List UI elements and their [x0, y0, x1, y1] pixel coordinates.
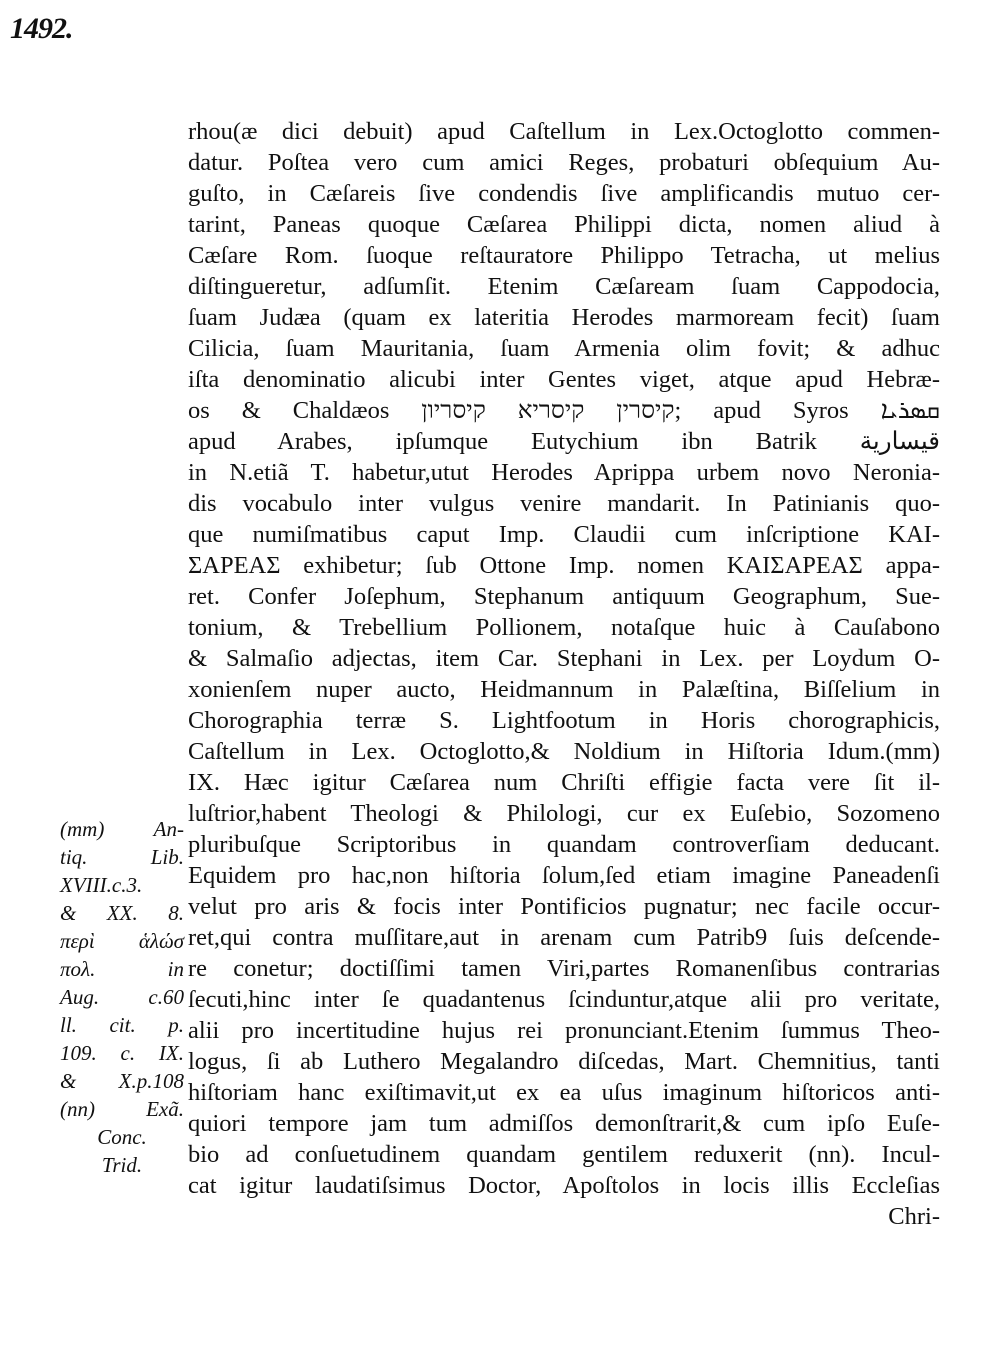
body-line: tarint, Paneas quoque Cæſarea Philippi dicta, nomen aliud à — [188, 211, 940, 238]
body-line: ſecuti,hinc inter ſe quadantenus ſcinduntur,atque alii pro veritate, — [188, 986, 940, 1013]
body-line: ſuam Judæa (quam ex lateritia Herodes marmoream fecit) ſuam — [188, 304, 940, 331]
margin-note-line: Conc. — [97, 1125, 147, 1149]
margin-note-line: Aug. c.60 — [60, 985, 184, 1009]
body-line: tonium, & Trebellium Pollionem, notaſque huic à Cauſabono — [188, 614, 940, 641]
body-line: guſto, in Cæſareis ſive condendis ſive amplificandis mutuo cer- — [188, 180, 940, 207]
body-line: os & Chaldæos קיסרין קיסריא קיסריון; apud Syros ܩܣܪܝܐ — [188, 397, 940, 424]
body-line: cat igitur laudatiſsimus Doctor, Apoſtolos in locis illis Eccleſias — [188, 1172, 940, 1199]
margin-note-line: (nn) Exã. — [60, 1097, 184, 1121]
body-line: Cilicia, ſuam Mauritania, ſuam Armenia olim fovit; & adhuc — [188, 335, 940, 362]
body-line: bio ad conſuetudinem quandam gentilem reduxerit (nn). Incul- — [188, 1141, 940, 1168]
margin-note-line: πολ. in — [60, 957, 184, 981]
body-line: hiſtoriam hanc exiſtimavit,ut ex ea uſus imaginum hiſtoricos anti- — [188, 1079, 940, 1106]
body-line: Caſtellum in Lex. Octoglotto,& Noldium in Hiſtoria Idum.(mm) — [188, 738, 940, 765]
body-line: luſtrior,habent Theologi & Philologi, cur ex Euſebio, Sozomeno — [188, 800, 940, 827]
body-line: Equidem pro hac,non hiſtoria ſolum,ſed etiam imagine Paneadenſi — [188, 862, 940, 889]
body-line: logus, ſi ab Luthero Megalandro diſcedas, Mart. Chemnitius, tanti — [188, 1048, 940, 1075]
body-line: IX. Hæc igitur Cæſarea num Chriſti effigie facta vere ſit il- — [188, 769, 940, 796]
body-line: apud Arabes, ipſumque Eutychium ibn Batrik قيسارية — [188, 428, 940, 455]
body-line: alii pro incertitudine hujus rei pronunciant.Etenim ſummus Theo- — [188, 1017, 940, 1044]
body-line: pluribuſque Scriptoribus in quandam controverſiam deducant. — [188, 831, 940, 858]
body-line: velut pro aris & focis inter Pontificios pugnatur; nec facile occur- — [188, 893, 940, 920]
margin-note-line: tiq. Lib. — [60, 845, 184, 869]
margin-note-line: περὶ ἁλώσ — [60, 929, 184, 953]
body-line: diſtingueretur, adſumſit. Etenim Cæſaream ſuam Cappodocia, — [188, 273, 940, 300]
body-line: que numiſmatibus caput Imp. Claudii cum inſcriptione ΚΑΙ- — [188, 521, 940, 548]
body-line: rhou(æ dici debuit) apud Caſtellum in Lex.Octoglotto commen- — [188, 118, 940, 145]
margin-note-line: (mm) An- — [60, 817, 184, 841]
body-line: dis vocabulo inter vulgus venire mandarit. In Patinianis quo- — [188, 490, 940, 517]
body-line: Chri- — [888, 1203, 940, 1230]
margin-note-line: ll. cit. p. — [60, 1013, 184, 1037]
body-line: Chorographia terræ S. Lightfootum in Horis chorographicis, — [188, 707, 940, 734]
body-line: ret,qui contra muſſitare,aut in arenam cum Patrib9 ſuis deſcende- — [188, 924, 940, 951]
body-line: xonienſem nuper aucto, Heidmannum in Palæſtina, Biſſelium in — [188, 676, 940, 703]
margin-note-line: Trid. — [101, 1153, 143, 1177]
margin-note-line: & XX. 8. — [60, 901, 184, 925]
body-line: Cæſare Rom. ſuoque reſtauratore Philippo Tetracha, ut melius — [188, 242, 940, 269]
body-line: quiori tempore jam tum admiſſos demonſtrarit,& cum ipſo Euſe- — [188, 1110, 940, 1137]
margin-note-line: & X.p.108 — [60, 1069, 184, 1093]
body-line: re conetur; doctiſſimi tamen Viri,partes Romanenſibus contrarias — [188, 955, 940, 982]
body-line: iſta denominatio alicubi inter Gentes viget, atque apud Hebræ- — [188, 366, 940, 393]
body-line: in N.etiã T. habetur,utut Herodes Aprippa urbem novo Neronia- — [188, 459, 940, 486]
body-line: ret. Confer Joſephum, Stephanum antiquum Geographum, Sue- — [188, 583, 940, 610]
body-line: ΣΑΡΕΑΣ exhibetur; ſub Ottone Imp. nomen ΚΑΙΣΑΡΕΑΣ appa- — [188, 552, 940, 579]
margin-note-line: XVIII.c.3. — [60, 873, 143, 897]
body-line: & Salmaſio adjectas, item Car. Stephani in Lex. per Loydum O- — [188, 645, 940, 672]
body-line: datur. Poſtea vero cum amici Reges, probaturi obſequium Au- — [188, 149, 940, 176]
margin-note-line: 109. c. IX. — [60, 1041, 184, 1065]
page-number: 1492. — [10, 12, 73, 45]
